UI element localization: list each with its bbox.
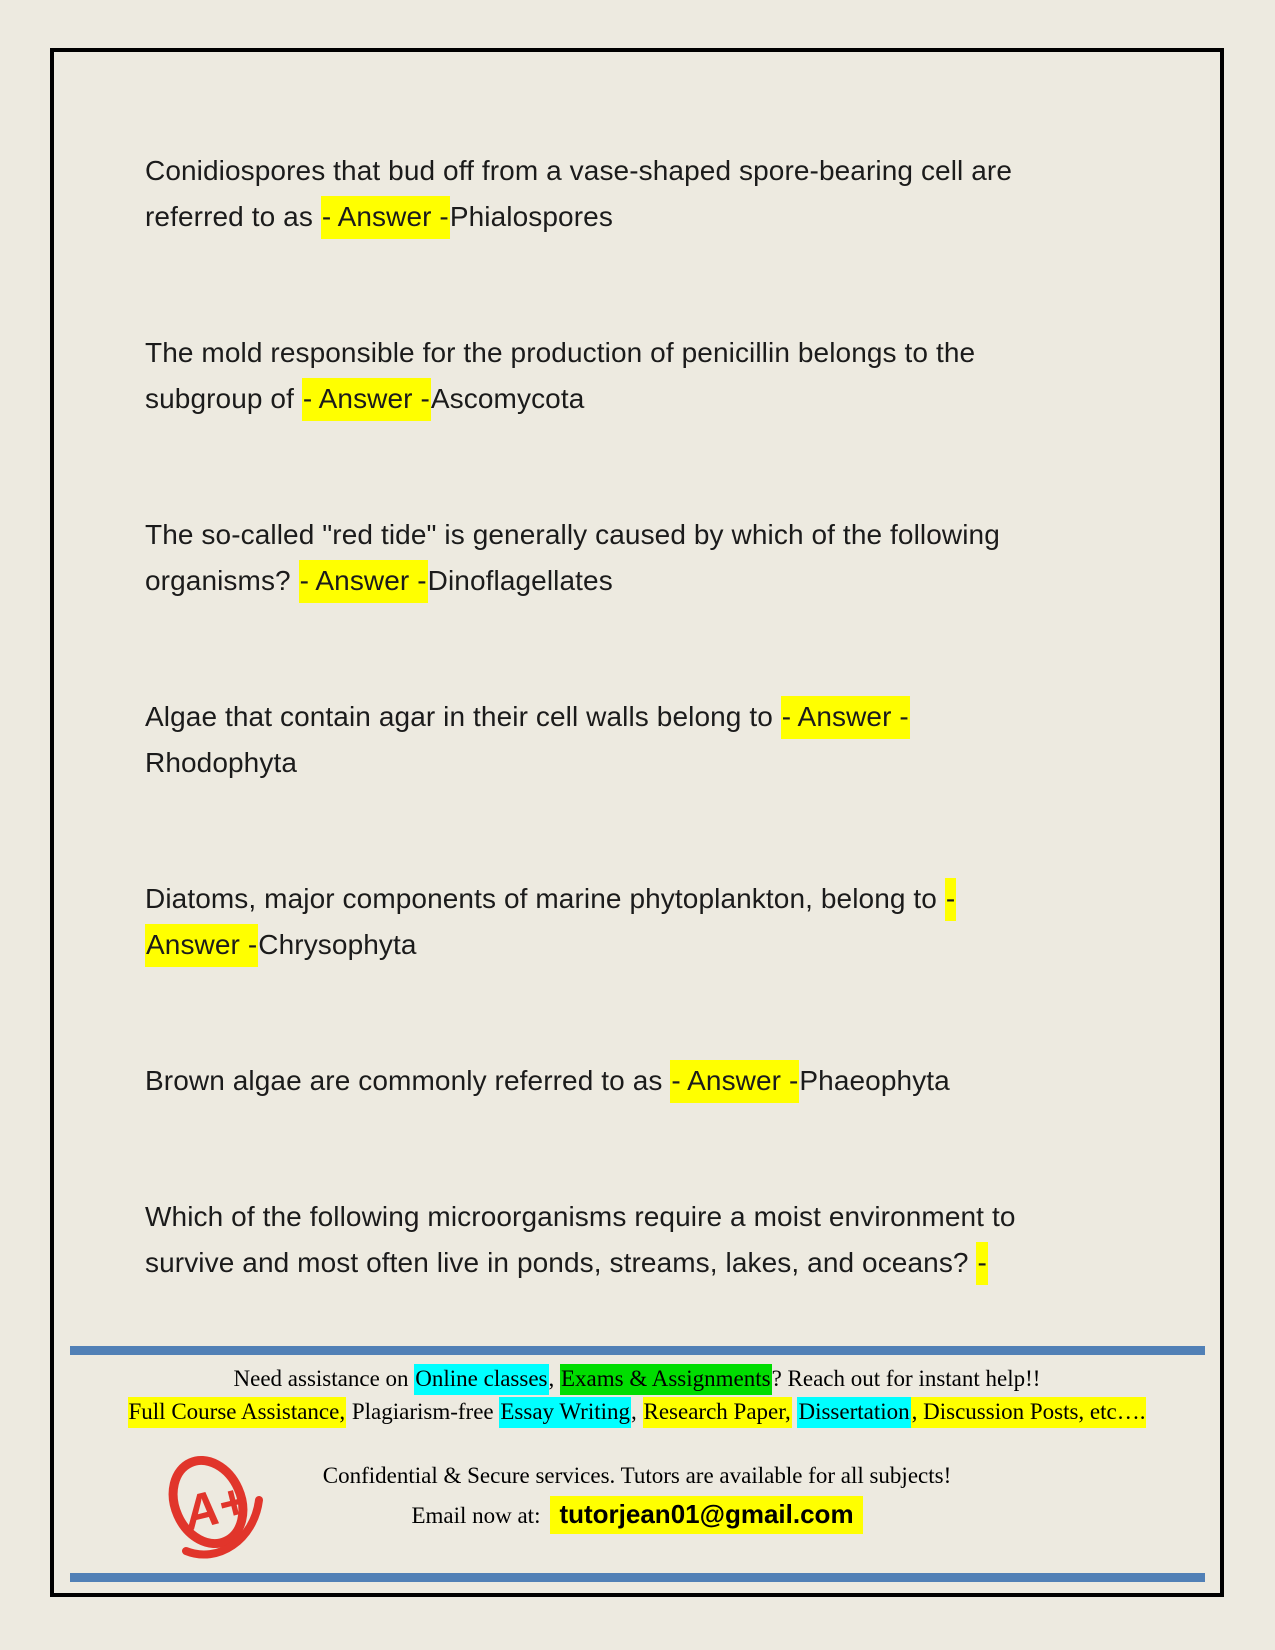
- text-run: ,: [548, 1366, 560, 1391]
- highlighted-text: -: [976, 1242, 987, 1285]
- text-run: Phialospores: [449, 201, 613, 232]
- highlighted-text: Essay Writing: [499, 1397, 631, 1428]
- text-run: Algae that contain agar in their cell walls belong to: [145, 701, 781, 732]
- text-run: Dinoflagellates: [427, 565, 613, 596]
- text-run: Need assistance on: [233, 1366, 415, 1391]
- question-line: [145, 922, 1120, 968]
- question-6: [145, 1058, 1120, 1104]
- text-run: Conidiospores that bud off from a vase-shaped spore-bearing cell are: [145, 155, 1013, 186]
- confidential-text: Confidential & Secure services. Tutors are available for all subjects!: [322, 1463, 952, 1488]
- divider-line-bottom: [70, 1573, 1205, 1582]
- divider-line-top: [70, 1346, 1205, 1355]
- text-run: Which of the following microorganisms require a moist environment to: [145, 1201, 1016, 1232]
- highlighted-text: , Discussion Posts, etc….: [911, 1397, 1147, 1428]
- text-run: Phaeophyta: [799, 1065, 950, 1096]
- highlighted-text: - Answer -: [781, 696, 910, 739]
- highlighted-text: - Answer -: [302, 378, 431, 421]
- text-run: Diatoms, major components of marine phytoplankton, belong to: [145, 883, 945, 914]
- promo-line-1: [54, 1366, 1220, 1392]
- question-3: [145, 512, 1120, 604]
- text-run: referred to as: [145, 201, 321, 232]
- question-line: [145, 376, 1120, 422]
- highlighted-text: - Answer -: [670, 1060, 799, 1103]
- text-run: Brown algae are commonly referred to as: [145, 1065, 671, 1096]
- question-line: [145, 194, 1120, 240]
- question-5: [145, 876, 1120, 968]
- text-run: survive and most often live in ponds, streams, lakes, and oceans?: [145, 1247, 977, 1278]
- text-run: Chrysophyta: [258, 929, 417, 960]
- email-label: Email now at:: [411, 1503, 541, 1528]
- text-run: Rhodophyta: [145, 747, 298, 778]
- question-line: [145, 330, 1120, 376]
- questions-section: [145, 148, 1120, 1376]
- highlighted-text: Exams & Assignments: [560, 1364, 772, 1395]
- promo-line-2: [54, 1399, 1220, 1425]
- email-address: tutorjean01@gmail.com: [550, 1496, 862, 1534]
- text-run: organisms?: [145, 565, 299, 596]
- text-run: The so-called "red tide" is generally caused by which of the following: [145, 519, 1000, 550]
- highlighted-text: -: [945, 878, 956, 921]
- highlighted-text: Dissertation: [797, 1397, 910, 1428]
- text-run: ? Reach out for instant help!!: [771, 1366, 1041, 1391]
- highlighted-text: - Answer -: [299, 560, 428, 603]
- question-line: [145, 1240, 1120, 1286]
- question-1: [145, 148, 1120, 240]
- question-line: [145, 1058, 1120, 1104]
- text-run: Plagiarism-free: [346, 1399, 500, 1424]
- text-run: Ascomycota: [430, 383, 585, 414]
- text-run: The mold responsible for the production of penicillin belongs to the: [145, 337, 976, 368]
- question-line: [145, 1194, 1120, 1240]
- question-line: [145, 512, 1120, 558]
- question-line: [145, 740, 1120, 786]
- text-run: ,: [631, 1399, 643, 1424]
- highlighted-text: Full Course Assistance,: [128, 1397, 347, 1428]
- question-line: [145, 148, 1120, 194]
- question-4: [145, 694, 1120, 786]
- highlighted-text: Online classes: [414, 1364, 548, 1395]
- email-line: [54, 1499, 1220, 1530]
- highlighted-text: Research Paper,: [643, 1397, 792, 1428]
- question-2: [145, 330, 1120, 422]
- highlighted-text: Answer -: [145, 924, 258, 967]
- text-run: subgroup of: [145, 383, 302, 414]
- question-line: [145, 694, 1120, 740]
- logo-a-plus-text: A+: [177, 1473, 253, 1542]
- question-7: [145, 1194, 1120, 1286]
- question-line: [145, 876, 1120, 922]
- highlighted-text: - Answer -: [321, 196, 450, 239]
- question-line: [145, 558, 1120, 604]
